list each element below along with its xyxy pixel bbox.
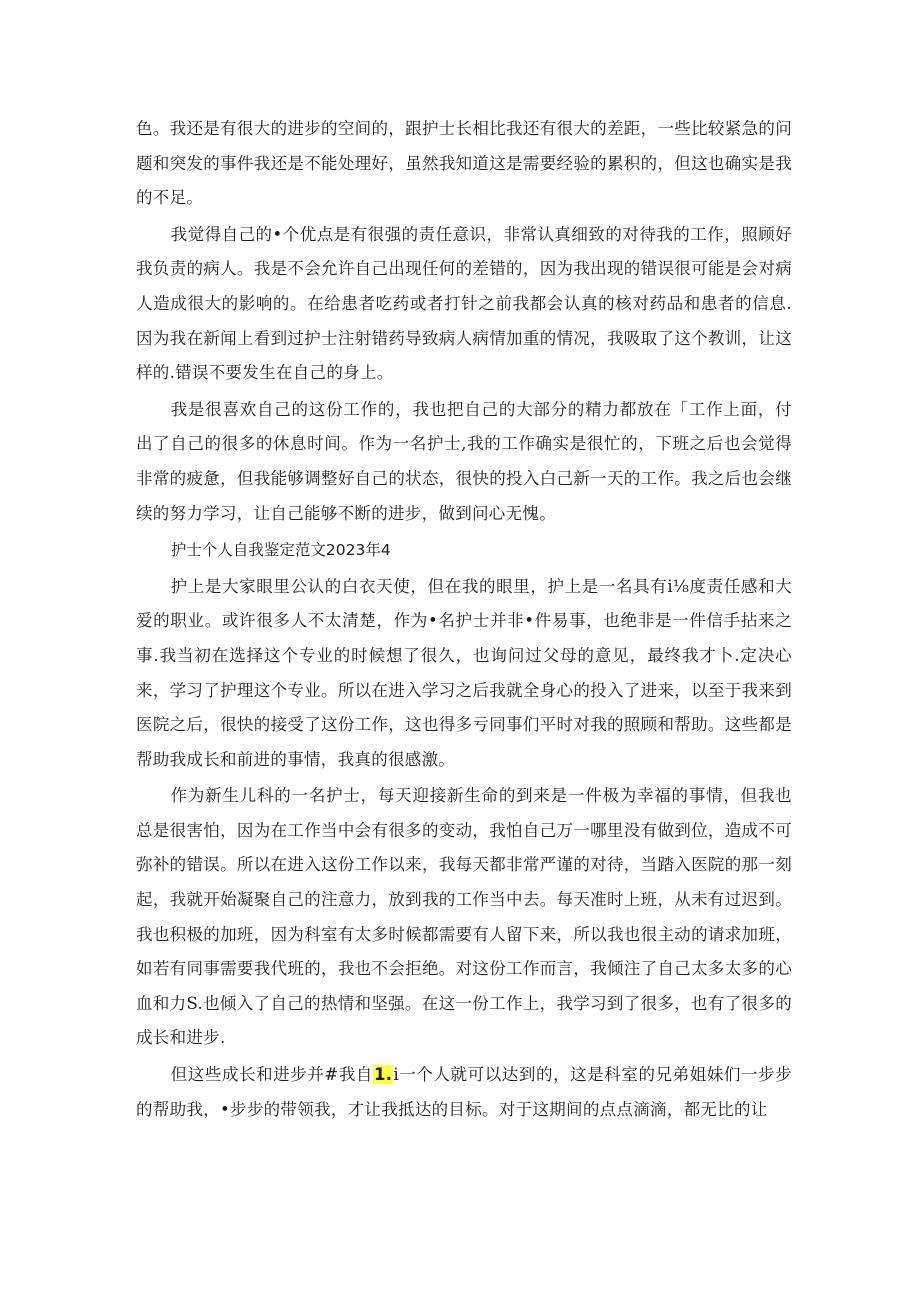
paragraph-6-text-after: i一个人就可以达到的，这是科室的兄弟姐妹们一步步的帮助我，•步步的带领我，才让我抵达的目标。对于这期间的点点滴滴，都无比的让 bbox=[136, 1065, 792, 1119]
paragraph-6 bbox=[136, 1058, 792, 1127]
section-heading: 护士个人自我鉴定范文2023年4 bbox=[170, 541, 391, 560]
paragraph-6-text-before: 但这些成长和进步并#我自 bbox=[170, 1065, 374, 1085]
paragraph-4: 护上是大家眼里公认的白衣天使，但在我的眼里，护上是一名具有i⅛度责任感和大爱的职业。或许很多人不太清楚，作为•名护士并非•件易事，也绝非是一件信手拈来之事.我当初在选择这个专业的时候想了很久，也询问过父母的意见，最终我才卜.定决心来，学习了护理这个专业。所以在进入学习之后我就全身心的投入了进来，以至于我来到医院之后，很快的接受了这份工作，这也得多亏同事们平时对我的照顾和帮助。这些都是帮助我成长和前进的事情，我真的很感激。 bbox=[136, 576, 792, 769]
paragraph-3: 我是很喜欢自己的这份工作的，我也把自己的大部分的精力都放在「工作上面，付出了自己的很多的休息时间。作为一名护士,我的工作确实是很忙的，下班之后也会觉得非常的疲惫，但我能够调整好自己的状态，很快的投入白己新一天的工作。我之后也会继续的努力学习，让自己能够不断的进步，做到问心无愧。 bbox=[136, 399, 792, 523]
document-body bbox=[136, 112, 792, 1127]
paragraph-5: 作为新生儿科的一名护士，每天迎接新生命的到来是一件极为幸福的事情，但我也总是很害怕，因为在工作当中会有很多的变动，我怕自己万一哪里没有做到位，造成不可弥补的错误。所以在进入这份工作以来，我每天都非常严谨的对待，当踏入医院的那一刻起，我就开始凝聚自己的注意力，放到我的工作当中去。每天准时上班，从未有过迟到。我也积极的加班，因为科室有太多时候都需要有人留下来，所以我也很主动的请求加班，如若有同事需要我代班的，我也不会拒绝。对这份工作而言，我倾注了自己太多太多的心血和力S.也倾入了自己的热情和坚强。在这一份工作上，我学习到了很多，也有了很多的成长和进步. bbox=[136, 786, 792, 1048]
paragraph-1: 色。我还是有很大的进步的空间的，跟护士长相比我还有很大的差距，一些比较紧急的问题和突发的事件我还是不能处理好，虽然我知道这是需要经验的累积的，但这也确实是我的不足。 bbox=[136, 119, 792, 208]
paragraph-2: 我觉得自己的•个优点是有很强的责任意识，非常认真细致的对待我的工作，照顾好我负责的病人。我是不会允许自己出现任何的差错的，因为我出现的错误很可能是会对病人造成很大的影响的。在给患者吃药或者打针之前我都会认真的核对药品和患者的信息.因为我在新闻上看到过护士注射错药导致病人病情加重的情况，我吸取了这个教训，让这样的.错误不要发生在自己的身上。 bbox=[136, 224, 792, 383]
highlighted-text: 1. bbox=[374, 1065, 393, 1085]
